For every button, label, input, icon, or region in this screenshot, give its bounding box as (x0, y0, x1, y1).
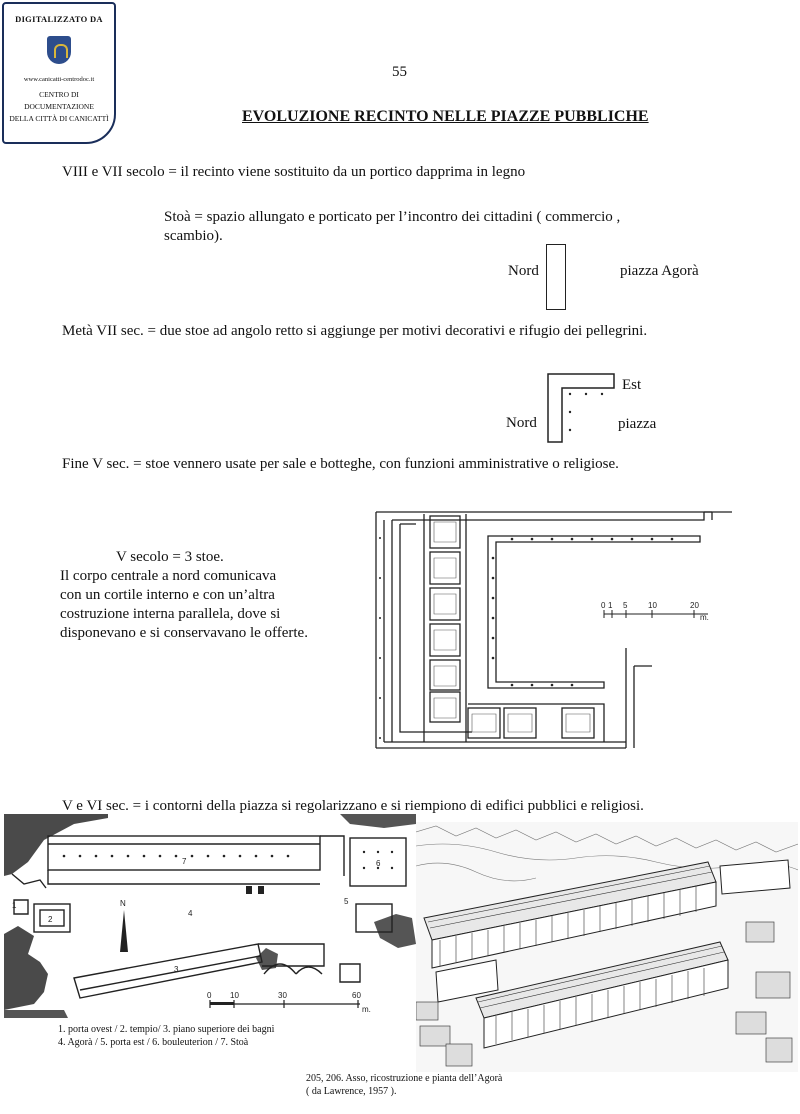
legend-line1: 1. porta ovest / 2. tempio/ 3. piano superiore dei bagni (58, 1024, 275, 1035)
plan-scale-1: 1 (608, 601, 613, 610)
north-arrow-label: N (120, 899, 126, 908)
diagram1-label-piazza: piazza Agorà (620, 263, 699, 279)
diagram2-label-nord: Nord (506, 415, 537, 431)
plan-scale-0: 0 (601, 601, 606, 610)
diagram1-stoa-rect (546, 244, 566, 310)
legend-line2: 4. Agorà / 5. porta est / 6. bouleuterion / 7. Stoà (58, 1037, 249, 1048)
section-v-line1: V secolo = 3 stoe. (116, 549, 224, 565)
section-v-text (60, 548, 308, 643)
stoa-definition-line2: scambio). (164, 228, 223, 244)
stoa-definition-line1: Stoà = spazio allungato e porticato per l’incontro dei cittadini ( commercio , (164, 209, 621, 225)
plan-legend (58, 1023, 274, 1049)
stamp-org (4, 89, 114, 125)
plan-label-3: 3 (174, 965, 179, 974)
plan-scale-20: 20 (690, 601, 699, 610)
page-title: EVOLUZIONE RECINTO NELLE PIAZZE PUBBLICHE (242, 108, 649, 125)
stamp-org-line2: DELLA CITTÀ DI CANICATTÌ (9, 114, 109, 123)
diagram2-l-stoa (540, 368, 624, 448)
plan-label-7: 7 (182, 857, 187, 866)
figure-caption (306, 1072, 502, 1098)
plan-scale-5: 5 (623, 601, 628, 610)
plan-scale-10: 10 (230, 991, 239, 1000)
section-v-vi: V e VI sec. = i contorni della piazza si regolarizzano e si riempiono di edifici pubblici e religiosi. (62, 798, 644, 814)
diagram2-label-piazza: piazza (618, 416, 657, 432)
section-v-line2: Il corpo centrale a nord comunicava (60, 568, 277, 584)
section-v-line5: disponevano e si conservavano le offerte. (60, 625, 308, 641)
page-number: 55 (392, 64, 407, 80)
plan-scale-unit: m. (700, 613, 709, 622)
plan-scale-60: 60 (352, 991, 361, 1000)
stamp-url: www.canicatti-centrodoc.it (23, 76, 95, 83)
stamp-heading: DIGITALIZZATO DA (15, 14, 103, 24)
plan-scale-30: 30 (278, 991, 287, 1000)
plan-label-4: 4 (188, 909, 193, 918)
plan-label-1: 1 (12, 901, 17, 910)
diagram2-label-est: Est (622, 377, 642, 393)
city-crest-icon (47, 36, 71, 64)
diagram1-label-nord: Nord (508, 263, 539, 279)
plan-label-6: 6 (376, 859, 381, 868)
assos-agora-reconstruction (416, 822, 798, 1072)
section-v-line4: costruzione interna parallela, dove si (60, 606, 281, 622)
section-viii-vii: VIII e VII secolo = il recinto viene sostituito da un portico dapprima in legno (62, 164, 526, 180)
section-v-line3: con un cortile interno e con un’altra (60, 587, 275, 603)
plan-label-5: 5 (344, 897, 349, 906)
caption-line1: 205, 206. Asso, ricostruzione e pianta dell’Agorà (306, 1073, 503, 1084)
caption-line2: ( da Lawrence, 1957 ). (306, 1086, 397, 1097)
assos-agora-plan (4, 814, 416, 1022)
plan-scale-unit: m. (362, 1005, 371, 1014)
plan-label-2: 2 (48, 915, 53, 924)
section-fine-v: Fine V sec. = stoe vennero usate per sale e botteghe, con funzioni amministrative o religiose. (62, 456, 619, 472)
stamp-org-line1: CENTRO DI DOCUMENTAZIONE (24, 90, 94, 111)
section-meta-vii: Metà VII sec. = due stoe ad angolo retto si aggiunge per motivi decorativi e rifugio dei pellegrini. (62, 323, 648, 339)
plan-scale-0: 0 (207, 991, 212, 1000)
plan-scale-10: 10 (648, 601, 657, 610)
digitization-stamp (2, 2, 116, 144)
v-century-stoa-plan (372, 498, 734, 752)
